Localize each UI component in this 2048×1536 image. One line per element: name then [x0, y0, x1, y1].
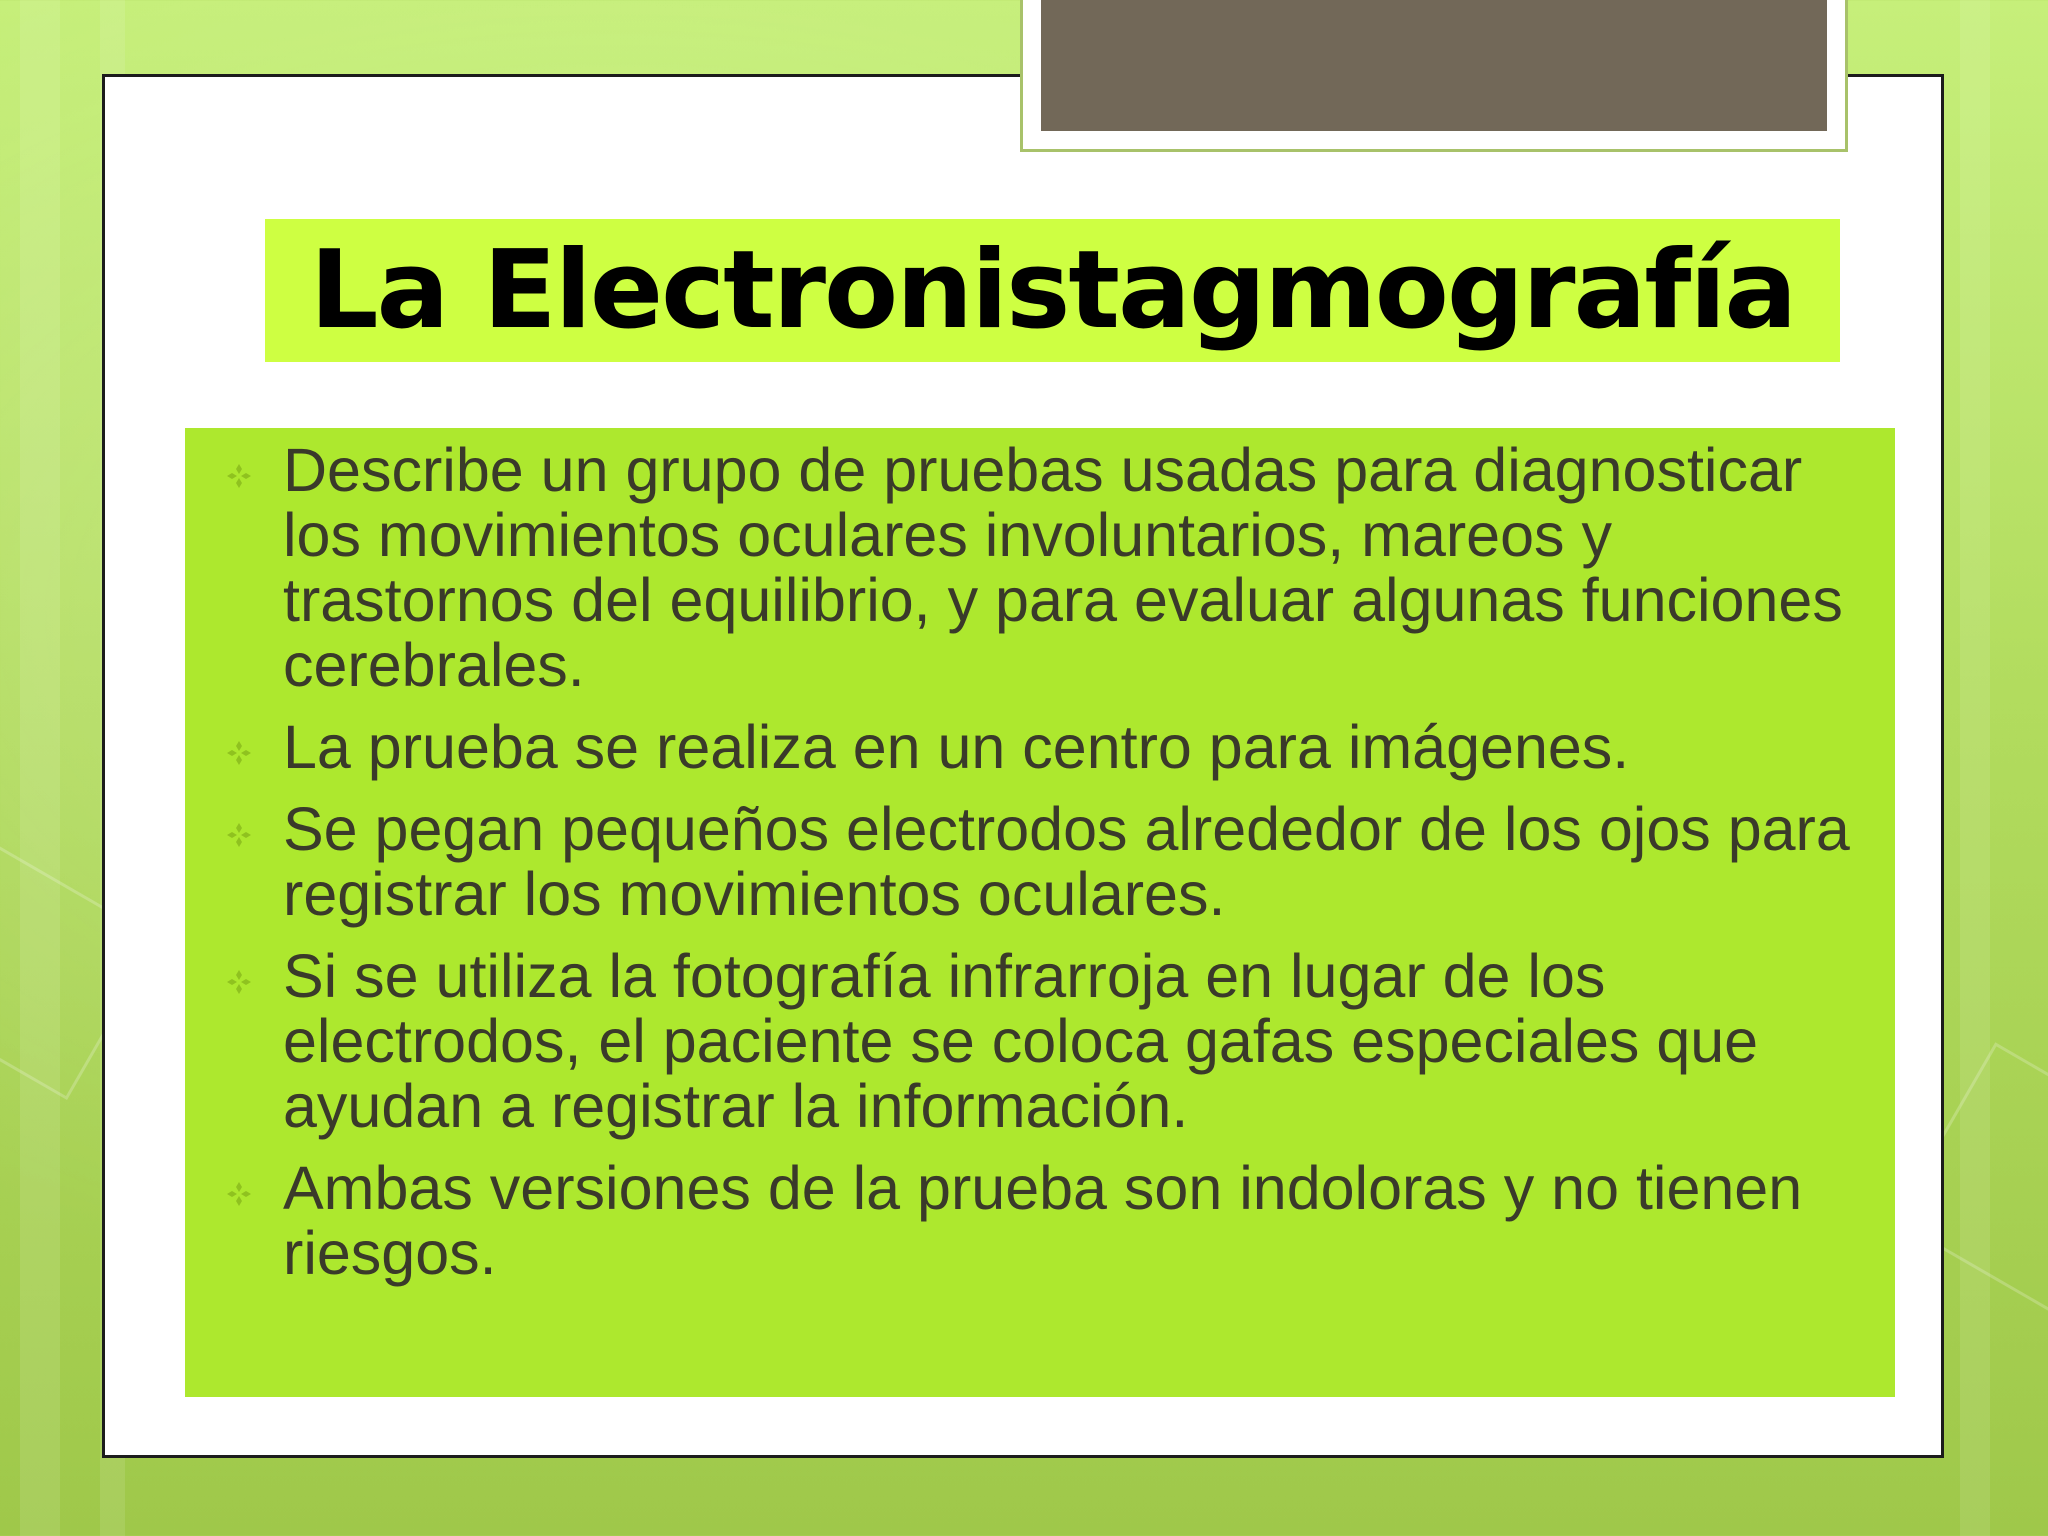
- bullet-item: [185, 715, 1895, 780]
- diamond-bullet-icon: [227, 464, 251, 488]
- background-stripe: [1960, 0, 1990, 1536]
- top-image-placeholder: [1041, 0, 1827, 131]
- bullet-item: [185, 944, 1895, 1139]
- slide-title: La Electronistagmografía: [309, 228, 1796, 353]
- bullet-text: Ambas versiones de la prueba son indoloras y no tienen riesgos.: [283, 1154, 1803, 1287]
- diamond-bullet-icon: [227, 1182, 251, 1206]
- bullet-text: La prueba se realiza en un centro para imágenes.: [283, 713, 1630, 781]
- bullet-item: [185, 797, 1895, 927]
- title-highlight: [265, 219, 1840, 362]
- bullet-list: [185, 438, 1895, 1303]
- bullet-item: [185, 438, 1895, 698]
- diamond-bullet-icon: [227, 970, 251, 994]
- bullet-text: Describe un grupo de pruebas usadas para diagnosticar los movimientos oculares involuntarios, mareos y trastornos del equilibrio, y para evaluar algunas funciones cerebrales.: [283, 436, 1843, 699]
- content-box: [185, 428, 1895, 1397]
- bullet-text: Si se utiliza la fotografía infrarroja en lugar de los electrodos, el paciente se coloca gafas especiales que ayudan a registrar la información.: [283, 942, 1759, 1140]
- background-stripe: [20, 0, 60, 1536]
- bullet-item: [185, 1156, 1895, 1286]
- bullet-text: Se pegan pequeños electrodos alrededor de los ojos para registrar los movimientos oculares.: [283, 795, 1850, 928]
- diamond-bullet-icon: [227, 823, 251, 847]
- top-image-frame: [1020, 0, 1848, 152]
- diamond-bullet-icon: [227, 741, 251, 765]
